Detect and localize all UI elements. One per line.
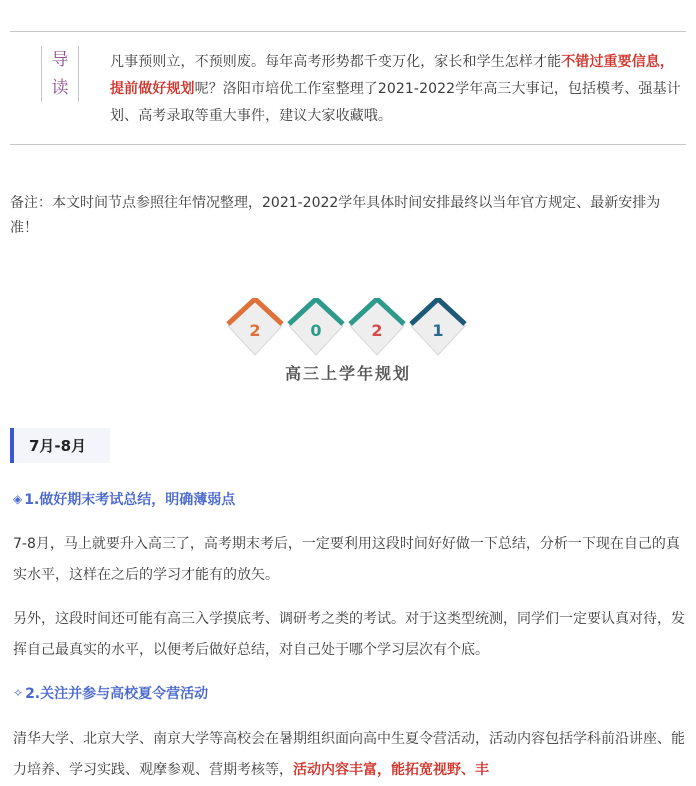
section-1-paragraph-2: 另外，这段时间还可能有高三入学摸底考、调研考之类的考试。对于这类型统测，同学们一定要认真对待，发挥自己最真实的水平，以便考后做好总结，对自己处于哪个学习层次有个底。 <box>13 611 685 658</box>
year-digit-tile-4 <box>411 299 465 355</box>
diamond-bullet-icon: ◈ <box>13 492 23 506</box>
year-digit-tile-2 <box>289 299 343 355</box>
year-digit-4: 1 <box>432 321 444 340</box>
section-2-paragraph-text: 清华大学、北京大学、南京大学等高校会在暑期组织面向高中生夏令营活动，活动内容包括学科前沿讲座、能力培养、学习实践、观摩参观、营期考核等， <box>13 731 685 778</box>
intro-box <box>10 31 686 145</box>
year-digit-2: 0 <box>310 321 322 340</box>
year-digit-tile-1 <box>228 299 282 355</box>
sparkle-icon: ✧ <box>13 686 24 700</box>
year-digit-tile-3 <box>350 299 404 355</box>
section-1-heading-text: 1.做好期末考试总结，明确薄弱点 <box>24 492 236 508</box>
intro-text-part-a: 凡事预则立，不预则废。每年高考形势都千变万化，家长和学生怎样才能 <box>110 54 562 70</box>
intro-text-part-b: 呢？洛阳市培优工作室整理了2021-2022学年高三大事记，包括模考、强基计划、高考录取等重大事件，建议大家收藏哦。 <box>110 81 681 124</box>
section-2-paragraph-highlight: 活动内容丰富，能拓宽视野、丰 <box>293 762 489 778</box>
section-2-heading-text: 2.关注并参与高校夏令营活动 <box>25 686 209 702</box>
section-2-paragraph <box>13 724 685 786</box>
intro-badge-top: 导 <box>51 50 69 70</box>
section-1-heading <box>13 489 235 509</box>
intro-badge-bottom: 读 <box>51 78 69 98</box>
intro-text-highlight: 不错过重要信息，提前做好规划 <box>110 54 675 97</box>
year-badge <box>226 298 470 360</box>
year-digit-3: 2 <box>371 321 383 340</box>
note-text: 备注：本文时间节点参照往年情况整理，2021-2022学年具体时间安排最终以当年官方规定、最新安排为准！ <box>10 195 661 236</box>
intro-badge <box>41 46 79 102</box>
intro-text <box>110 49 686 130</box>
period-label: 7月-8月 <box>29 437 87 455</box>
year-digit-1: 2 <box>249 321 261 340</box>
year-title: 高三上学年规划 <box>284 364 411 383</box>
period-heading <box>10 428 110 463</box>
section-2-heading <box>13 683 208 703</box>
section-1-paragraph-1: 7-8月，马上就要升入高三了，高考期末考后，一定要利用这段时间好好做一下总结，分析一下现在自己的真实水平，这样在之后的学习才能有的放矢。 <box>13 536 680 583</box>
